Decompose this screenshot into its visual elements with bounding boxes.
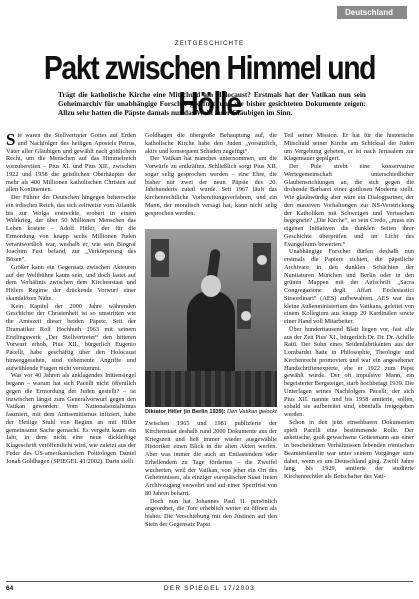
magazine-issue: DER SPIEGEL 17/2003 [163, 585, 256, 592]
article-column-2-top [145, 132, 277, 228]
paragraph [6, 132, 136, 194]
paragraph: Über hunderttausend Blatt liegen vor, fast alle aus der Zeit Pius' XI., bürgerlich Dr. Dr. Dr. Achille Ratti. Der Sohn eines Seidenfabrikanten aus der Lombardei hatte in Philosophie, Theologie und Kirchenrecht promoviert und war ein angesehener Handschriftenexperte, ehe er 1922 zum Papst gewählt wurde. Der oft impulsive Mann, ein begeisterter Bergsteiger, starb hochbetagt 1939. Die Unterlagen seines Nachfolgers Pacelli, der sich Pius XII. nannte und bis 1958 amtierte, sollen, sobald sie aufbereitet sind, ebenfalls freigegeben werden. [284, 325, 414, 418]
paragraph: Unabhängige Forscher dürfen deshalb nun erstmals die Papiere sichten, die päpstliche Archivare in den dunklen Schächten der Nuntiaturen München und Berlin oder in den grünen Mappen mit der Aufschrift „Sacra Congregazione degli Affari Ecclesiastici Straordinari“ (AES) aufbewahren. AES war das kleine Außenministerium des Vatikans, geleitet von einem Kollegium aus knapp 20 Kardinälen sowie einer Hand voll Mitarbeiter. [284, 248, 414, 325]
paragraph-text: ie waren die Stellvertreter Gottes auf Erden und Nachfolger des heiligen Apostels Petrus, Väter aller Gläubigen und gewählt nach göttlichem Recht, um die Menschen auf das Himmelreich vorzubereiten – Pius XI. und Pius XII., zwischen 1922 und 1958 die geistlichen Oberhäupter der mehr als 400 Millionen katholischen Christen auf allen Kontinenten. [6, 132, 136, 194]
rubric: ZEITGESCHICHTE [174, 40, 245, 47]
page-number: 64 [6, 585, 14, 592]
drop-cap: S [6, 132, 16, 149]
headline: Pakt zwischen Himmel und Hölle [43, 49, 376, 122]
article-column-2-bottom [145, 420, 277, 580]
flag-banner-left [151, 239, 169, 277]
paragraph: Schon in den jetzt einsehbaren Dokumenten spielt Pacelli eine bestimmende Rolle. Der asketische, groß gewachsene Gottesmann aus einer in bescheidenen Verhältnissen lebenden römischen Beamtenfamilie war unter seinem Vorgänger stets dabei, wenn es um Deutschland ging. Zwölf Jahre lang, bis 1929, amtierte der studierte Kirchenrechtler als Botschafter des Vati- [284, 418, 414, 480]
hitler-photo [145, 229, 277, 407]
flag-banner-right [253, 243, 271, 281]
paragraph: Doch nun hat Johannes Paul II. persönlich angeordnet, die Tore erheblich weiter zu öffnen als bisher. Die Verschiebung mit den Justinen auf den Stein der Gegensatz Papst [145, 497, 277, 528]
article-column-3 [284, 132, 414, 580]
paragraph: Größer kann ein Gegensatz zwischen Akteuren auf der Weltbühne kaum sein, und doch lastet auf dem Verhältnis zwischen dem Kirchenstaat und Hitlers Regime der drückende Vorwurf einer skandalösen Nähe. [6, 263, 136, 302]
lead-paragraph: Trägt die katholische Kirche eine Mitschuld am Holocaust? Erstmals hat der Vatikan nun sein Geheimarchiv für unabhängige Forscher geöffnet, und die bisher gesichteten Dokumente zeigen: Allzu sehr hatten die Päpste damals nur das Wohl ihrer Gläubigen im Sinn. [58, 90, 366, 117]
paragraph: Teil seiner Mission. Er hat für die historische Mitschuld seiner Kirche am Schicksal der Juden um Vergebung gebeten, er ist nach Jerusalem zur Klagemauer gepilgert. [284, 132, 414, 163]
flag-banner-mid [237, 299, 251, 329]
caption-italic: Den Vatikan gelockt [227, 409, 277, 415]
paragraph: Der Vatikan hat manches unternommen, um die Vorwürfe zu entkräften. Schließlich sorgt Pius XII. sogar selig gesprochen werden – eine Ehre, die bisher nur zwei der neun Päpste des 20. Jahrhunderts zuteil wurde. Seit 1967 läuft das kirchenrechtliche Vorbereitungsverfahren, und ein Mann, der moralisch versagt hat, kann nicht selig gesprochen werden. [145, 155, 277, 217]
section-tag: Deutschland [337, 6, 407, 19]
paragraph: Goldhagen die übergroße Behauptung auf, die katholische Kirche habe den Juden „vorsätzlich, aktiv und konsequent Schaden zugefügt“. [145, 132, 277, 155]
paragraph: Der Führer der Deutschen hingegen beherrschte ein irdisches Reich, das sich zeitweise vom Atlantik bis zur Wolga erstreckte, erobert in einem Weltkrieg, der über 50 Millionen Menschen das Leben kostete – Adolf Hitler, der für die Ermordung von knapp sechs Millionen Juden verantwortlich war, weshalb er, wie sein Biograf Joachim Fest befand, zur „Verkörperung des Bösen“. [6, 194, 136, 263]
article-column-1 [6, 132, 136, 580]
paragraph: Zwischen 1965 und 1981 publizierte der Kirchenstaat deshalb rund 2000 Dokumente aus der Kriegszeit und ließ immer wieder ausgewählte Historiker einen Blick in die alten Akten werfen. Aber was immer die auch an Entlastendem oder Erhellendem zu Tage förderten – die Zweifel wucherten, weil der Vatikan, von jeher ein Ort des Geheimnisses, als einziger europäischer Staat freien Archivzugang verwehrt und auf einer Sperrfrist von 80 Jahren beharrt. [145, 420, 277, 497]
footer-rule [6, 581, 413, 582]
paragraph: Was vor 40 Jahren als anklagendes Initiensiegel begann – warum hat sich Pacelli nicht öffentlich gegen die Ermordung der Juden gestellt? – ist inzwischen längst zum Generalvorwurf gegen den Vatikan geworden: Vom Nationalsozialismus faszniert, mit dem Antisemitismus infiziert, habe der Heilige Stuhl von Beginn an mit Hitler gemeinsame Sache gemacht. Es vergeht kaum ein Jahr, in dem nicht eine neue dickleibige Klageschrift veröffentlicht wird, wie zuletzt aus der Feder des US-amerikanischen Politologen Daniel Jonah Goldhagen (SPIEGEL 41/2002). Darin stellt [6, 372, 136, 465]
paragraph: Der Pole strebt eine konservative Wertegemeinschaft unterschiedlicher Glaubensrichtungen an, die sich gegen die drohende Barbarei einer gottlosen Moderne stellt. Wie glaubwürdig aber wäre ein Dialogpartner, der den massiven Vorhaltungen zur NS-Verstrickung der Katholiken mit Schweigen und Vertuschen begegnete? „Die Kirche“, so sein Credo, „muss ein eigenen Initiativen die dunklen Seiten ihrer Geschichte überprüfen und im Licht des Evangeliums bewerten.“ [284, 163, 414, 248]
caption-bold: Diktator Hitler (in Berlin 1939): [145, 409, 226, 415]
photo-caption [145, 409, 277, 416]
paragraph: Kein Kapitel der 2000 Jahre währenden Geschichte der Christenheit ist so umstritten wie die Amtszeit dieser beiden Päpste. Seit der Dramatiker Rolf Hochhuth 1963 mit seinem Erstlingswerk „Der Stellvertreter“ den bitteren Vorwurf erhob, Pius XII., bürgerlich Eugenio Pacelli, habe geschäftig über den Holocaust hinweggesehen, sind vehemente Angriffe und aufwühlende Fragen nicht verstummt. [6, 302, 136, 372]
crowd [145, 371, 277, 407]
